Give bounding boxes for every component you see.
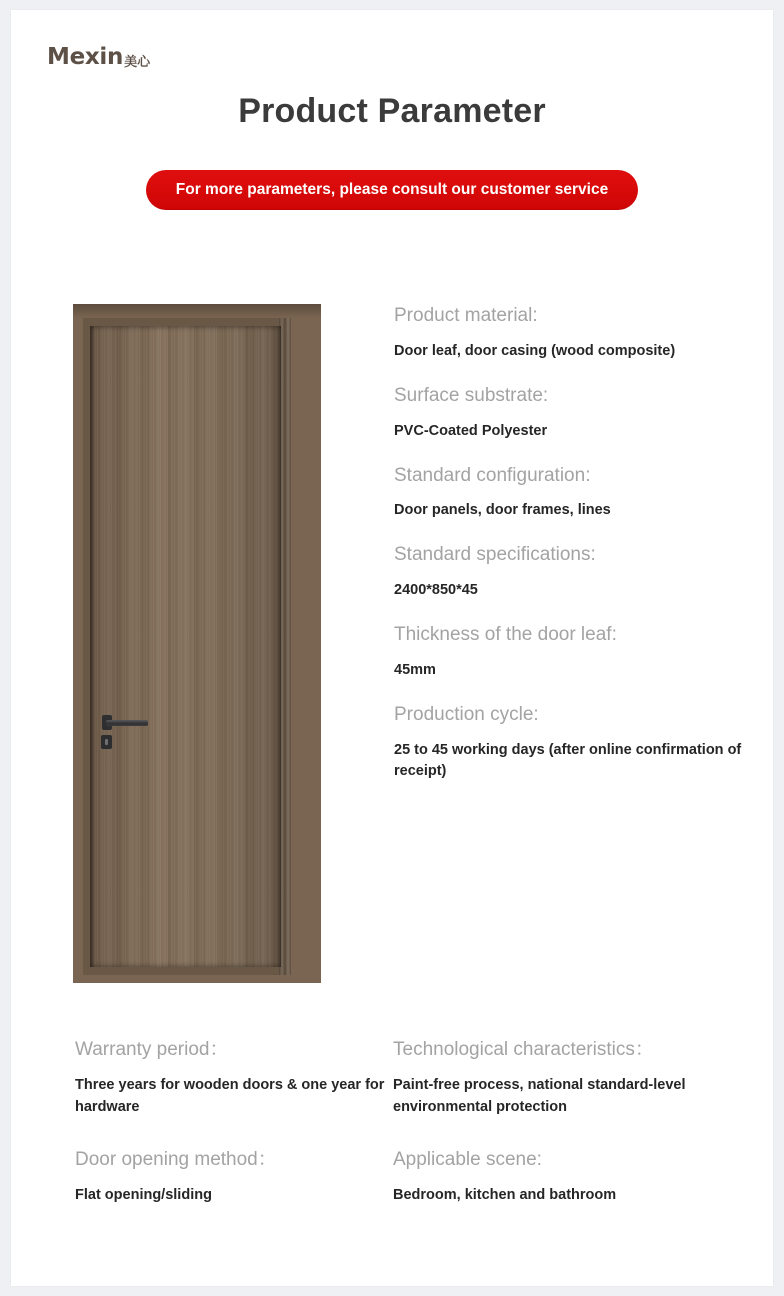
page-title: Product Parameter bbox=[238, 92, 546, 130]
spec-label: Thickness of the door leaf: bbox=[394, 624, 617, 646]
spec-value: 2400*850*45 bbox=[394, 582, 478, 599]
spec-label: Warranty period： bbox=[75, 1039, 229, 1060]
spec-list bbox=[394, 304, 762, 782]
spec-label: Surface substrate: bbox=[394, 384, 549, 406]
spec-row bbox=[394, 543, 762, 601]
brand-logo bbox=[47, 46, 150, 69]
spec-row bbox=[394, 623, 762, 681]
banner-container bbox=[11, 170, 773, 210]
door-leaf-left-edge bbox=[90, 326, 95, 967]
brand-name-en: Mexin bbox=[47, 44, 124, 70]
spec-row bbox=[394, 304, 762, 362]
spec-row bbox=[394, 703, 762, 782]
spec-value: Three years for wooden doors & one year for hardware bbox=[75, 1076, 385, 1115]
spec-cell-warranty-period bbox=[75, 1038, 393, 1118]
spec-label: Product material: bbox=[394, 305, 538, 326]
spec-value: 25 to 45 working days (after online confirmation of receipt) bbox=[394, 741, 742, 779]
spec-row bbox=[394, 464, 762, 522]
door-leaf bbox=[90, 326, 281, 967]
door-leaf-right-edge bbox=[275, 326, 281, 967]
spec-cell-door-opening-method bbox=[75, 1148, 393, 1207]
door-product-image bbox=[73, 304, 321, 983]
door-handle-lever-icon bbox=[106, 720, 148, 726]
content-card bbox=[11, 10, 773, 1286]
spec-value: PVC-Coated Polyester bbox=[394, 422, 548, 439]
bottom-spec-grid bbox=[75, 1038, 765, 1207]
spec-value: Paint-free process, national standard-level environmental protection bbox=[393, 1076, 686, 1115]
spec-value: Flat opening/sliding bbox=[75, 1187, 212, 1203]
spec-cell-applicable-scene bbox=[393, 1148, 765, 1207]
spec-row bbox=[394, 384, 762, 442]
door-casing-top bbox=[73, 304, 321, 318]
spec-label: Standard configuration: bbox=[394, 464, 591, 486]
spec-cell-technological-characteristics bbox=[393, 1038, 765, 1118]
door-lock-keyhole-icon bbox=[101, 735, 112, 749]
spec-value: 45mm bbox=[394, 661, 436, 678]
brand-name-cn: 美心 bbox=[124, 54, 151, 69]
spec-value: Door leaf, door casing (wood composite) bbox=[394, 342, 676, 359]
spec-value: Bedroom, kitchen and bathroom bbox=[393, 1187, 617, 1203]
consult-customer-service-banner[interactable]: For more parameters, please consult our customer service bbox=[146, 170, 638, 210]
spec-label: Technological characteristics： bbox=[393, 1039, 654, 1060]
spec-label: Applicable scene: bbox=[393, 1149, 542, 1171]
spec-label: Standard specifications: bbox=[394, 544, 596, 566]
spec-label: Door opening method： bbox=[75, 1149, 277, 1171]
spec-label: Production cycle: bbox=[394, 703, 539, 725]
spec-value: Door panels, door frames, lines bbox=[394, 502, 611, 519]
